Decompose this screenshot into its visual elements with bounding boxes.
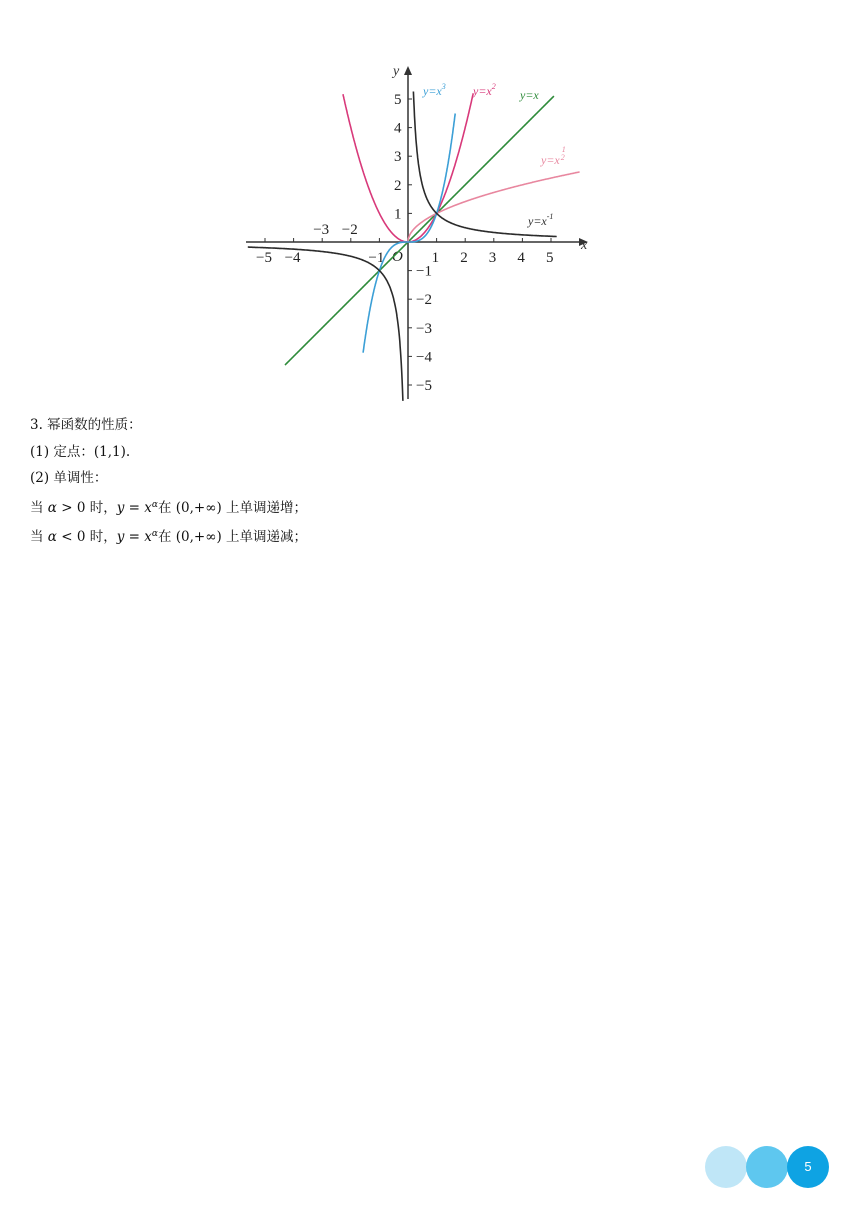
- y-axis-arrow: [404, 66, 412, 75]
- x-tick-label: −2: [341, 222, 358, 238]
- label-x3: $y=x^3$: [423, 82, 446, 98]
- y-tick-label: 1: [394, 206, 402, 223]
- curves: [248, 92, 580, 401]
- label-x2: $y=x^2$: [473, 82, 496, 98]
- label-xinv: $y=x^{-1}$: [528, 212, 554, 228]
- label-x: y=x: [520, 88, 539, 102]
- y-tick-label: 5: [394, 92, 402, 108]
- x-tick-label: 2: [460, 250, 468, 266]
- x-tick-label: 4: [517, 250, 525, 266]
- x-tick-label: 1: [431, 250, 440, 266]
- x-tick-label: 3: [488, 250, 497, 266]
- x-tick-label: −4: [284, 250, 301, 266]
- rule-decreasing: 当 α < 0 时，$y = x^\alpha$在 (0,+∞) 上单调递减；: [30, 529, 308, 545]
- y-axis-letter: y: [393, 64, 400, 79]
- curve-xhalf: [408, 172, 580, 242]
- curve-x3: [363, 114, 455, 353]
- x-tick-label: −3: [313, 222, 330, 238]
- label-xhalf: $y=x^1$ 2: [541, 145, 566, 167]
- badge-dot-mid: [746, 1146, 788, 1188]
- y-tick-label: 4: [394, 120, 402, 137]
- x-tick-label: −1: [368, 250, 385, 266]
- y-tick-label: 3: [394, 149, 402, 166]
- badge-dot-light: [705, 1146, 747, 1188]
- x-axis-letter: x: [581, 238, 588, 253]
- x-tick-label: 5: [546, 250, 554, 266]
- y-tick-label: −1: [416, 263, 432, 280]
- y-tick-label: −2: [416, 292, 432, 309]
- x-tick-label: −5: [256, 250, 272, 266]
- fixed-point-item: (1) 定点：(1,1).: [30, 443, 131, 460]
- page-number: 5: [787, 1146, 829, 1188]
- origin-label: O: [392, 249, 403, 265]
- properties-text: [30, 412, 820, 551]
- section-heading: 3. 幂函数的性质：: [30, 417, 142, 433]
- rule-increasing: 当 α > 0 时，$y = x^\alpha$在 (0,+∞) 上单调递增；: [30, 499, 308, 516]
- monotonicity-item: (2) 单调性：: [30, 470, 108, 486]
- y-tick-label: 2: [394, 177, 402, 194]
- curve-xinv: [248, 92, 557, 401]
- y-tick-label: −3: [416, 320, 432, 337]
- power-function-graph: [236, 56, 616, 406]
- page-number-badge: [705, 1146, 830, 1188]
- y-tick-label: −5: [416, 378, 432, 394]
- y-tick-label: −4: [416, 349, 432, 366]
